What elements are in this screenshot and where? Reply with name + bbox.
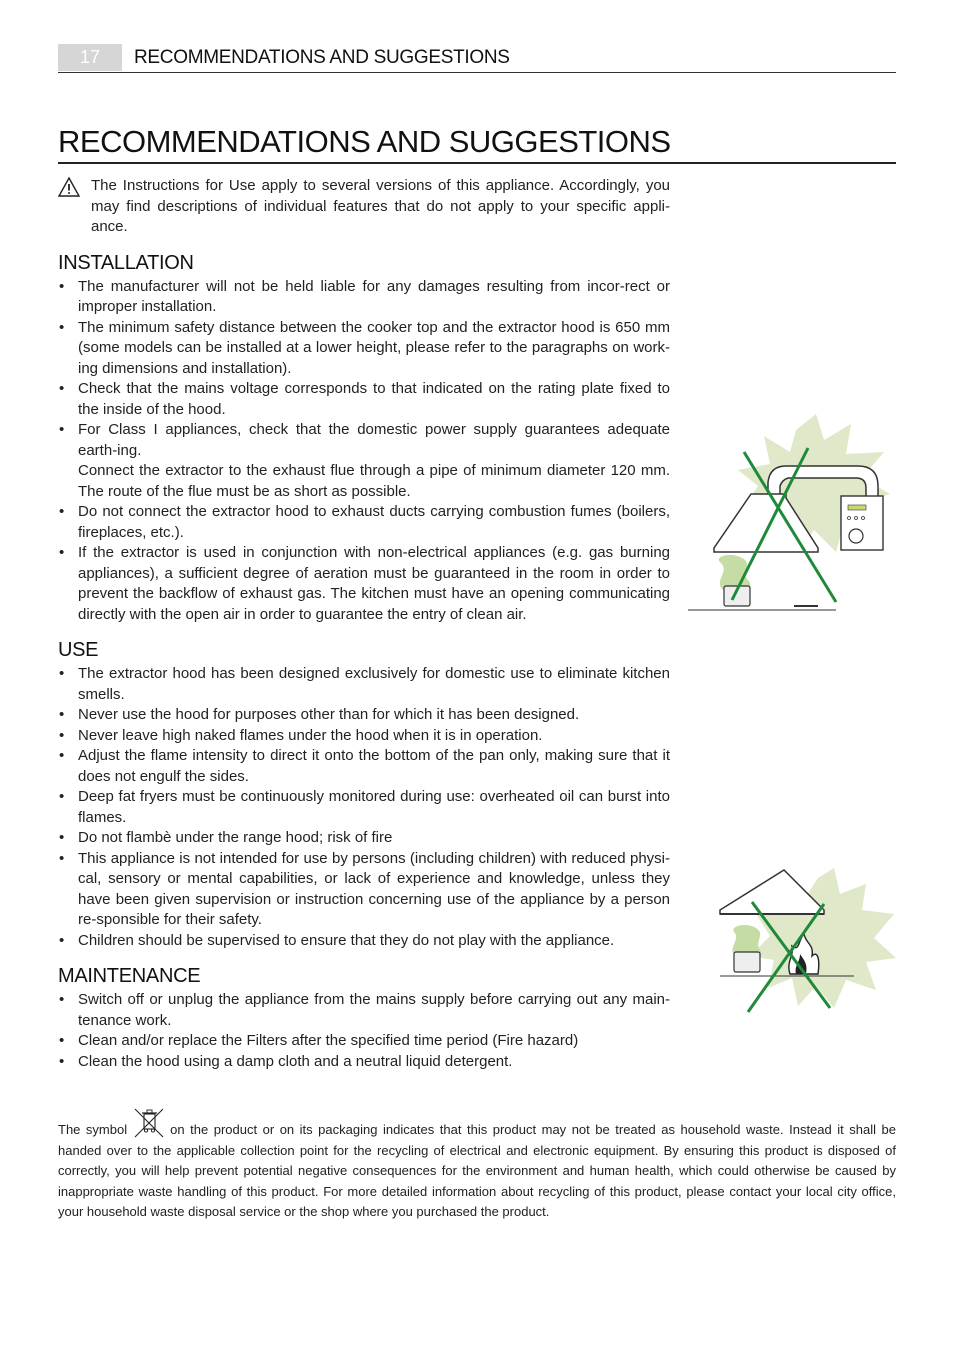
boiler [841,496,883,550]
list-item: • Do not connect the extractor hood to exhaust ducts carrying combustion fumes (boilers, fireplaces, etc.). [58,502,670,543]
crossed-out-wheelie-bin-icon [133,1108,165,1138]
header-title: RECOMMENDATIONS AND SUGGESTIONS [134,47,510,68]
installation-list [58,277,670,626]
list-item: • Deep fat fryers must be continuously monitored during use: overheated oil can burst into flames. [58,787,670,828]
content [58,176,670,1072]
list-item-text: For Class I appliances, check that the domestic power supply guarantees adequate earth-ing. [78,421,670,459]
list-item: • If the extractor is used in conjunction with non-electrical appliances (e.g. gas burning appliances), a sufficient degree of aeration must be guaranteed in the room in order to prevent the backflow of exhaust gas. The kitchen must have an opening communicating directly with the open air in order to guarantee the entry of clean air. [58,543,670,625]
hood [720,870,824,914]
list-item: • This appliance is not intended for use by persons (including children) with reduced physi-cal, sensory or mental capabilities, or lack of experience and knowledge, unless they have been given supervision or instruction concerning use of the appliance by a person re-sponsible for their safety. [58,849,670,931]
installation-heading: INSTALLATION [58,251,194,274]
maintenance-heading: MAINTENANCE [58,965,201,987]
flame-under-hood-illustration [694,866,898,1016]
list-item: • Clean the hood using a damp cloth and a neutral liquid detergent. [58,1052,670,1073]
list-item [58,420,670,502]
disposal-footer [58,1108,896,1223]
boiler-display [848,505,866,510]
use-list [58,664,670,951]
warning-triangle-icon [58,177,80,197]
list-item: • Never leave high naked flames under the hood when it is in operation. [58,726,670,747]
page-title: RECOMMENDATIONS AND SUGGESTIONS [58,122,896,164]
list-item-extra: Connect the extractor to the exhaust flue through a pipe of minimum diameter 120 mm. The route of the flue must be as short as possible. [78,462,670,500]
maintenance-list [58,990,670,1072]
list-item: • The manufacturer will not be held liable for any damages resulting from incor-rect or improper installation. [58,277,670,318]
list-item: • Do not flambè under the range hood; risk of fire [58,828,670,849]
page-number: 17 [58,44,122,71]
list-item: • The extractor hood has been designed exclusively for domestic use to eliminate kitchen smells. [58,664,670,705]
footer-prefix: The symbol [58,1122,128,1137]
list-item: • Clean and/or replace the Filters after the specified time period (Fire hazard) [58,1031,670,1052]
hood-boiler-illustration [686,412,896,614]
list-item: • The minimum safety distance between the cooker top and the extractor hood is 650 mm (some models can be installed at a lower height, please refer to the paragraphs on work-ing dimensions and installation). [58,318,670,380]
pot [734,952,760,972]
list-item: • Children should be supervised to ensure that they do not play with the appliance. [58,931,670,952]
page-header [58,44,896,73]
warning-text: The Instructions for Use apply to several versions of this appliance. Accordingly, you may find descriptions of individual features that do not apply to your specific appli-ance. [91,177,670,235]
use-heading: USE [58,639,99,661]
list-item: • Never use the hood for purposes other than for which it has been designed. [58,705,670,726]
list-item: • Adjust the flame intensity to direct it onto the bottom of the pan only, making sure that it does not engulf the sides. [58,746,670,787]
warning-note [58,176,670,238]
footer-text: on the product or on its packaging indicates that this product may not be treated as household waste. Instead it shall be handed over to the applicable collection point for the recycling of electrical and electronic equipment. By ensuring this product is disposed of correctly, you will help prevent potential negative consequences for the environment and human health, which could otherwise be caused by inappropriate waste handling of this product. For more detailed information about recycling of this product, please contact your local city office, your household waste disposal service or the shop where you purchased the product. [58,1122,896,1219]
list-item: • Switch off or unplug the appliance from the mains supply before carrying out any main-tenance work. [58,990,670,1031]
list-item: • Check that the mains voltage corresponds to that indicated on the rating plate fixed to the inside of the hood. [58,379,670,420]
